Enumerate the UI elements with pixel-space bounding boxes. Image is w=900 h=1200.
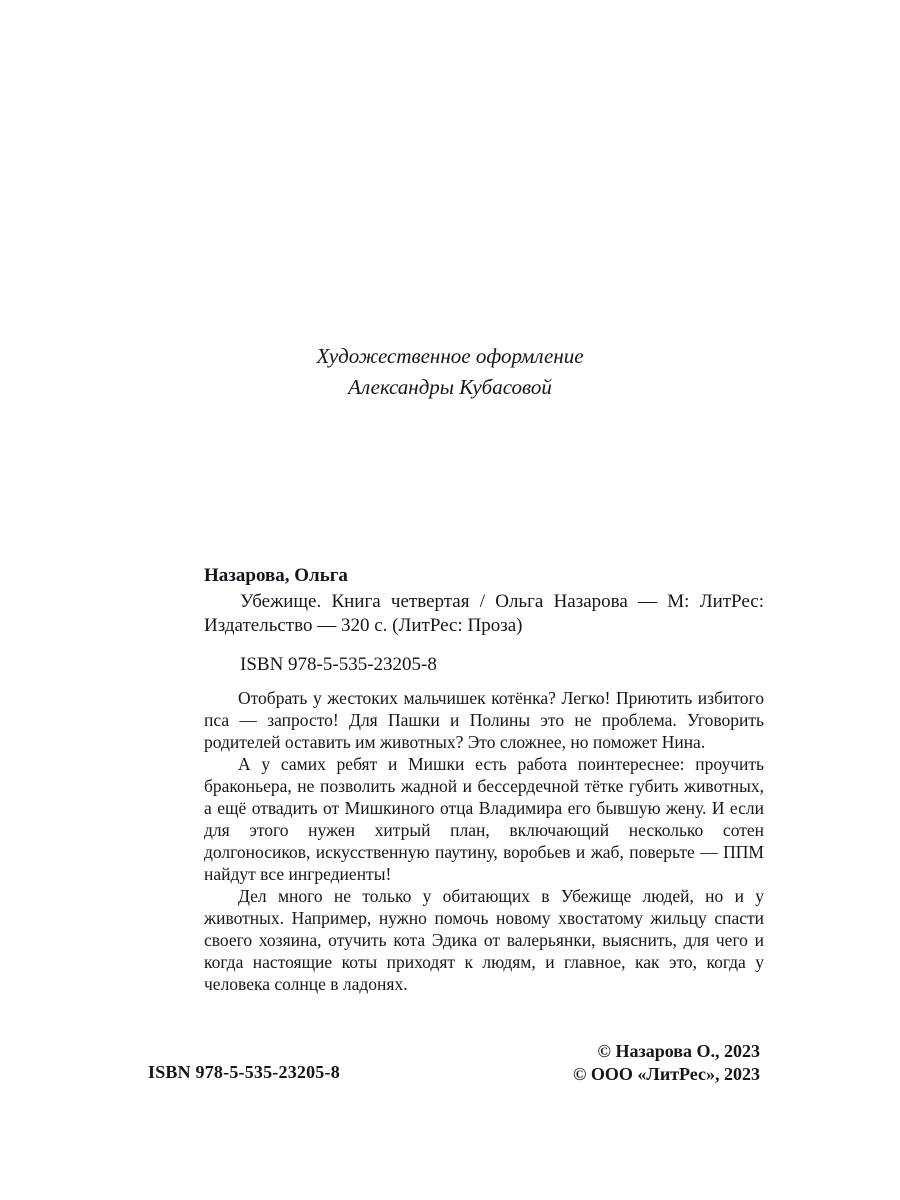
annotation-paragraph-2: А у самих ребят и Мишки есть работа поинтереснее: проучить браконьера, не позволить жадной и бессердечной тётке губить животных, а ещё отвадить от Мишкиного отца Владимира его бывшую жену. И если для этого нужен хитрый план, включающий несколько сотен долгоносиков, искусственную паутину, воробьев и жаб, поверьте — ППМ найдут все ингредиенты!: [204, 754, 764, 884]
bibliographic-record: [204, 564, 764, 677]
design-credit: [0, 341, 900, 403]
author-heading: Назарова, Ольга: [204, 565, 348, 586]
copyright-line-author: © Назарова О., 2023: [597, 1041, 760, 1061]
annotation-paragraph-1: Отобрать у жестоких мальчишек котёнка? Легко! Приютить избитого пса — запросто! Для Пашки и Полины это не проблема. Уговорить родителей оставить им животных? Это сложнее, но поможет Нина.: [204, 688, 764, 752]
copyright-line-publisher: © ООО «ЛитРес», 2023: [572, 1064, 760, 1084]
footer-isbn: ISBN 978-5-535-23205-8: [148, 1062, 340, 1082]
annotation-paragraph-3: Дел много не только у обитающих в Убежище людей, но и у животных. Например, нужно помочь новому хвостатому жильцу спасти своего хозяина, отучить кота Эдика от валерьянки, выяснить, для чего и когда настоящие коты приходят к людям, и главное, как это, когда у человека солнце в ладонях.: [204, 886, 764, 994]
copyright-block: [573, 1040, 760, 1086]
isbn-line: ISBN 978-5-535-23205-8: [240, 654, 437, 675]
design-credit-line-1: Художественное оформление: [316, 344, 584, 368]
bibliographic-description: Убежище. Книга четвертая / Ольга Назарова — М: ЛитРес: Издательство — 320 с. (ЛитРес: Проза): [204, 591, 764, 636]
design-credit-line-2: Александры Кубасовой: [348, 375, 552, 399]
annotation-block: [204, 687, 764, 995]
